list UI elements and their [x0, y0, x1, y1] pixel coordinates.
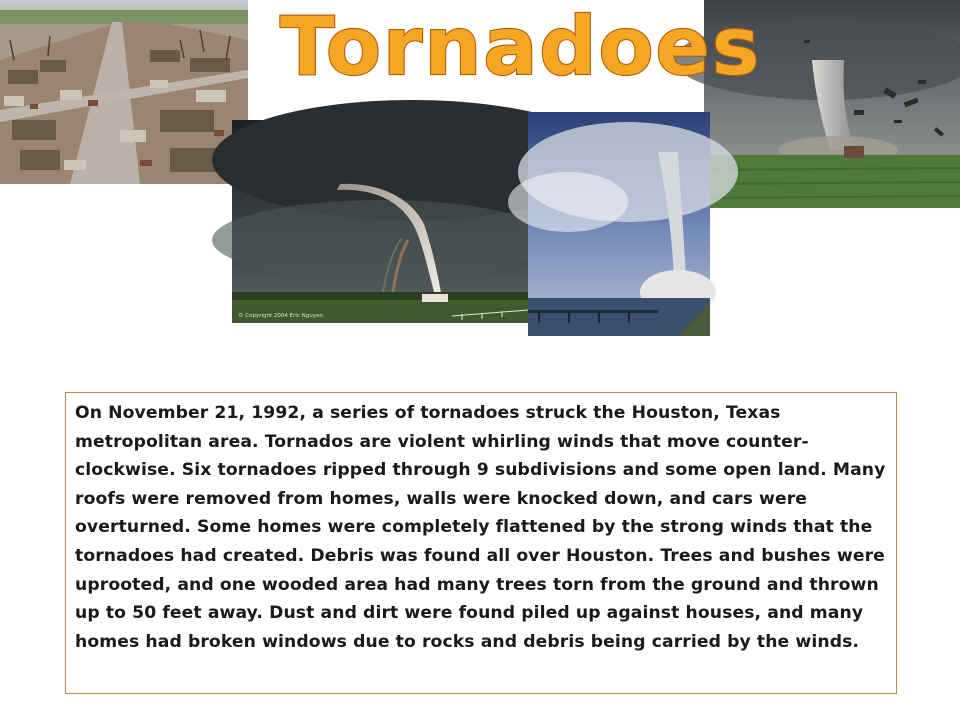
waterspout-photo: [528, 112, 710, 336]
tornado-damage-photo: [0, 0, 248, 184]
description-paragraph: On November 21, 1992, a series of tornadoes struck the Houston, Texas metropolitan area. Tornados are violent whirling winds that move counter-clockwise. Six tornadoes ripped through 9 subdivisions and some open land. Many roofs were removed from homes, walls were knocked down, and cars were overturned. Some homes were completely flattened by the strong winds that the tornadoes had created. Debris was found all over Houston. Trees and bushes were uprooted, and one wooded area had many trees torn from the ground and thrown up to 50 feet away. Dust and dirt were found piled up against houses, and many homes had broken windows due to rocks and debris being carried by the winds.: [75, 403, 886, 652]
slide-title: [270, 0, 762, 100]
svg-text:Tornadoes: [280, 0, 761, 93]
description-text-box: [65, 392, 897, 694]
tornado-rainbow-photo: [232, 120, 528, 323]
photo-copyright-text: © Copyright 2004 Eric Nguyen: [238, 313, 323, 319]
title-text: Tornadoes: [280, 0, 762, 93]
